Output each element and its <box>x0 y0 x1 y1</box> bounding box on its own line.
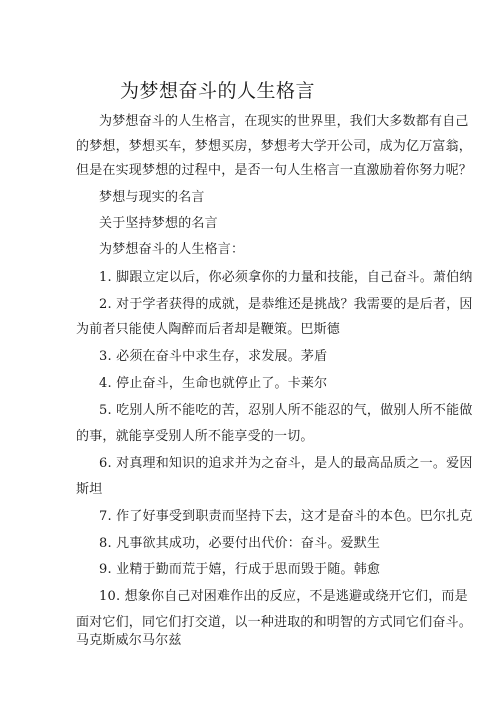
quote-line: 4. 停止奋斗，生命也就停止了。卡莱尔 <box>99 376 328 391</box>
quote-line: 9. 业精于勤而荒于嬉，行成于思而毁于随。韩愈 <box>99 562 381 577</box>
quote-line: 7. 作了好事受到职责而坚持下去，这才是奋斗的本色。巴尔扎克 <box>99 509 473 524</box>
document-title: 为梦想奋斗的人生格言 <box>120 80 316 102</box>
intro-line: 但是在实现梦想的过程中，是否一句人生格言一直激励着你努力呢？ <box>76 163 473 178</box>
quote-line: 5. 吃别人所不能吃的苦，忍别人所不能忍的气，做别人所不能做 <box>99 403 473 418</box>
intro-line: 的梦想，梦想买车，梦想买房，梦想考大学开公司，成为亿万富翁， <box>76 139 473 154</box>
quote-line: 面对它们，同它们打交道，以一种进取的和明智的方式同它们奋斗。 <box>76 615 473 630</box>
quote-line: 为前者只能使人陶醉而后者却是鞭策。巴斯德 <box>76 322 341 337</box>
quote-line: 2. 对于学者获得的成就，是恭维还是挑战？我需要的是后者，因 <box>99 297 473 312</box>
quote-line: 1. 脚跟立定以后，你必须拿你的力量和技能，自己奋斗。萧伯纳 <box>99 270 473 285</box>
quote-line: 3. 必须在奋斗中求生存，求发展。茅盾 <box>99 349 328 364</box>
quote-line: 马克斯威尔马尔兹 <box>76 633 182 648</box>
quote-line: 6. 对真理和知识的追求并为之奋斗，是人的最高品质之一。爱因 <box>99 456 473 471</box>
related-link-persist-dream[interactable]: 关于坚持梦想的名言 <box>99 216 218 231</box>
related-link-dream-reality[interactable]: 梦想与现实的名言 <box>99 190 205 205</box>
quote-line: 10. 想象你自己对困难作出的反应，不是逃避或绕开它们，而是 <box>99 589 468 604</box>
intro-line: 为梦想奋斗的人生格言，在现实的世界里，我们大多数都有自己 <box>99 114 469 129</box>
quote-line: 的事，就能享受别人所不能享受的一切。 <box>76 429 314 444</box>
section-heading: 为梦想奋斗的人生格言： <box>99 242 245 257</box>
quote-line: 斯坦 <box>76 482 103 497</box>
quote-line: 8. 凡事欲其成功，必要付出代价：奋斗。爱默生 <box>99 536 381 551</box>
